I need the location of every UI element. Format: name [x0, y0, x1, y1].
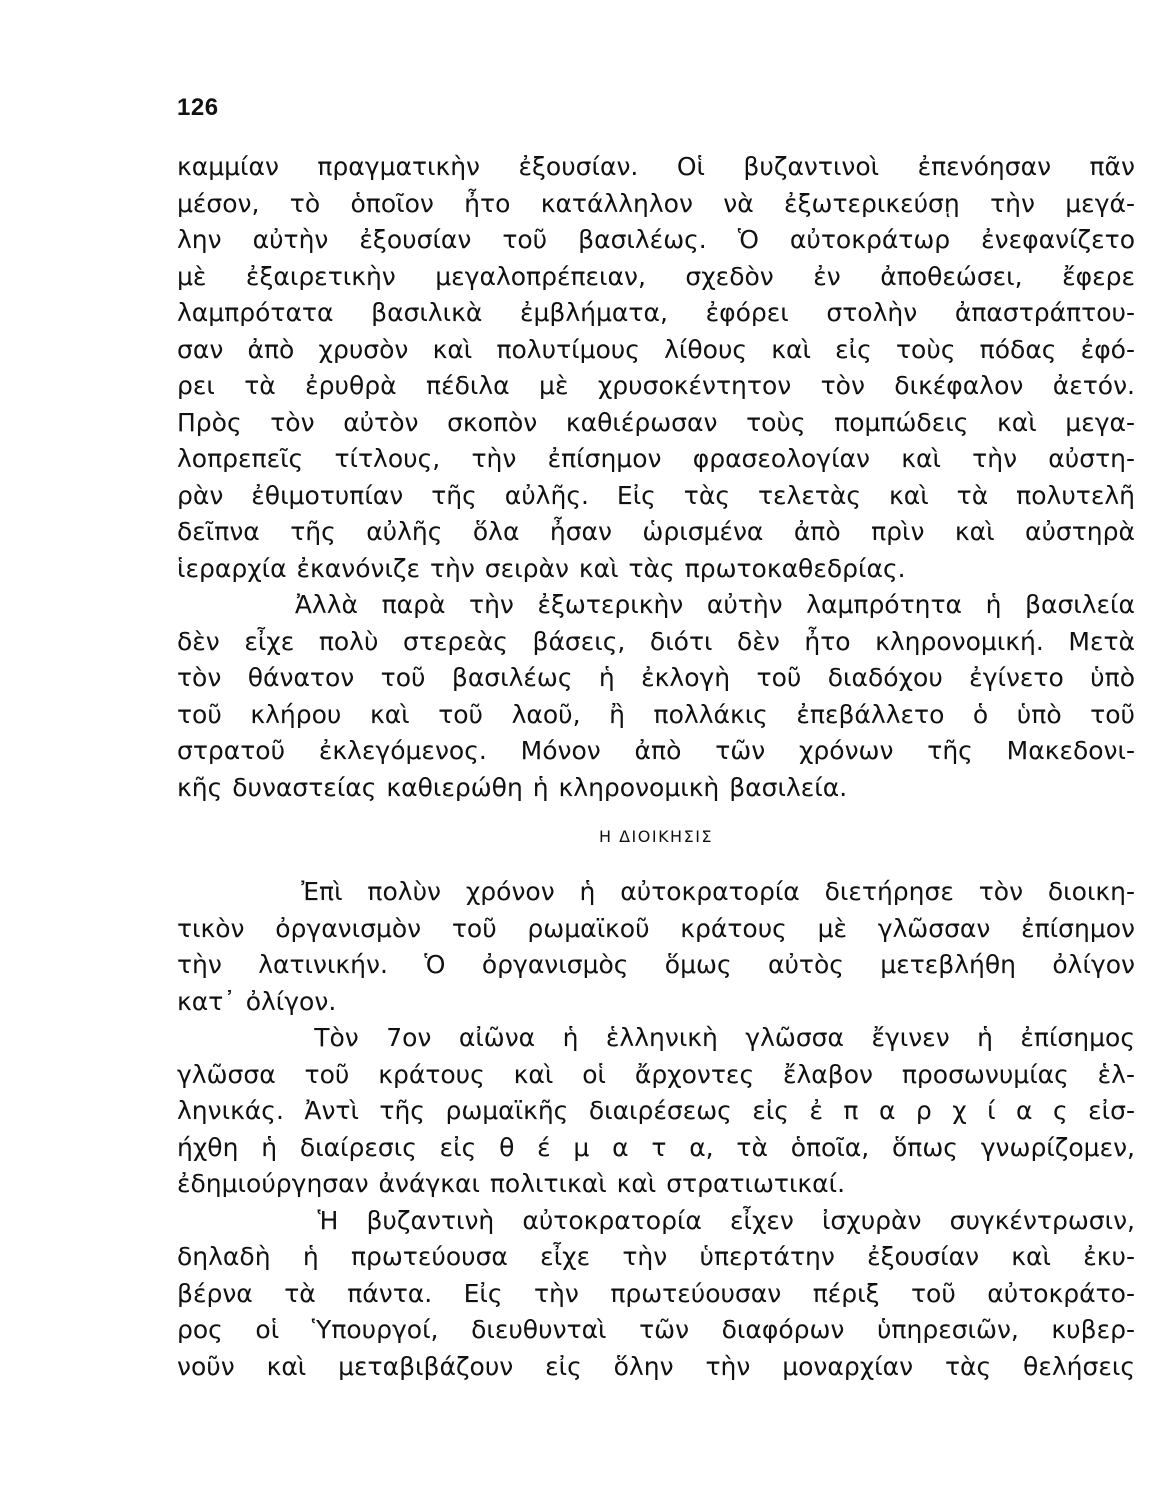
text-line: στρατοῦ ἐκλεγόμενος. Μόνον ἀπὸ τῶν χρόνων τῆς Μακεδονι- [177, 736, 1135, 765]
section-heading: Η ΔΙΟΙΚΗΣΙΣ [598, 827, 714, 846]
text-line: μέσον, τὸ ὁποῖον ἦτο κατάλληλον νὰ ἐξωτερικεύσῃ τὴν μεγά- [177, 188, 1135, 218]
text-line: τικὸν ὀργανισμὸν τοῦ ρωμαϊκοῦ κράτους μὲ γλῶσσαν ἐπίσημον [177, 913, 1135, 943]
text-line: νοῦν καὶ μεταβιβάζουν εἰς ὅλην τὴν μοναρχίαν τὰς θελήσεις [177, 1351, 1135, 1381]
text-line: κῆς δυναστείας καθιερώθη ἡ κληρονομικὴ βασιλεία. [177, 772, 848, 802]
text-line: Ἀλλὰ παρὰ τὴν ἐξωτερικὴν αὐτὴν λαμπρότητα ἡ βασιλεία [177, 590, 1135, 619]
text-line: Τὸν 7ον αἰῶνα ἡ ἑλληνικὴ γλῶσσα ἔγινεν ἡ ἐπίσημος [177, 1023, 1135, 1052]
text-line: τὸν θάνατον τοῦ βασιλέως ἡ ἐκλογὴ τοῦ διαδόχου ἐγίνετο ὑπὸ [177, 663, 1135, 692]
text-line: ήχθη ἡ διαίρεσις εἰς θ έ μ α τ α, τὰ ὁποῖα, ὅπως γνωρίζομεν, [177, 1132, 1135, 1162]
text-line: ρος οἱ Ὑπουργοί, διευθυνταὶ τῶν διαφόρων ὑπηρεσιῶν, κυβερ- [177, 1315, 1135, 1344]
text-line: δὲν εἶχε πολὺ στερεὰς βάσεις, διότι δὲν ἦτο κληρονομική. Μετὰ [177, 626, 1135, 656]
page-number: 126 [177, 94, 219, 121]
text-line: τοῦ κλήρου καὶ τοῦ λαοῦ, ἢ πολλάκις ἐπεβάλλετο ὁ ὑπὸ τοῦ [177, 699, 1135, 729]
text-line: ἱεραρχία ἐκανόνιζε τὴν σειρὰν καὶ τὰς πρωτοκαθεδρίας. [177, 553, 906, 583]
text-line: γλῶσσα τοῦ κράτους καὶ οἱ ἄρχοντες ἔλαβον προσωνυμίας ἑλ- [177, 1059, 1135, 1089]
text-line: ρὰν ἐθιμοτυπίαν τῆς αὐλῆς. Εἰς τὰς τελετὰς καὶ τὰ πολυτελῆ [177, 480, 1135, 510]
text-line: τὴν λατινικήν. Ὁ ὀργανισμὸς ὅμως αὐτὸς μετεβλήθη ὀλίγον [177, 950, 1135, 979]
text-line: Ἡ βυζαντινὴ αὐτοκρατορία εἶχεν ἰσχυρὰν συγκέντρωσιν, [177, 1205, 1135, 1235]
text-line: δεῖπνα τῆς αὐλῆς ὅλα ἦσαν ὡρισμένα ἀπὸ πρὶν καὶ αὐστηρὰ [177, 517, 1135, 546]
text-line: λην αὐτὴν ἐξουσίαν τοῦ βασιλέως. Ὁ αὐτοκράτωρ ἐνεφανίζετο [177, 225, 1135, 254]
text-line: μὲ ἐξαιρετικὴν μεγαλοπρέπειαν, σχεδὸν ἐν ἀποθεώσει, ἔφερε [177, 261, 1135, 291]
text-line: κατ᾽ ὀλίγον. [177, 986, 337, 1016]
text-line: λοπρεπεῖς τίτλους, τὴν ἐπίσημον φρασεολογίαν καὶ τὴν αὐστη- [177, 444, 1135, 473]
text-line: λαμπρότατα βασιλικὰ ἐμβλήματα, ἐφόρει στολὴν ἀπαστράπτου- [177, 298, 1135, 327]
text-line: ληνικάς. Ἀντὶ τῆς ρωμαϊκῆς διαιρέσεως εἰς ἐ π α ρ χ ί α ς εἰσ- [177, 1096, 1135, 1125]
text-line: δηλαδὴ ἡ πρωτεύουσα εἶχε τὴν ὑπερτάτην ἐξουσίαν καὶ ἐκυ- [177, 1242, 1135, 1271]
text-line: καμμίαν πραγματικὴν ἐξουσίαν. Οἱ βυζαντινοὶ ἐπενόησαν πᾶν [177, 152, 1135, 181]
text-line: ἐδημιούργησαν ἀνάγκαι πολιτικαὶ καὶ στρατιωτικαί. [177, 1169, 846, 1198]
text-line: βέρνα τὰ πάντα. Εἰς τὴν πρωτεύουσαν πέριξ τοῦ αὐτοκράτο- [177, 1278, 1135, 1308]
text-line: ρει τὰ ἐρυθρὰ πέδιλα μὲ χρυσοκέντητον τὸν δικέφαλον ἀετόν. [177, 371, 1135, 400]
text-line: σαν ἀπὸ χρυσὸν καὶ πολυτίμους λίθους καὶ εἰς τοὺς πόδας ἐφό- [177, 334, 1135, 364]
text-line: Ἐπὶ πολὺν χρόνον ἡ αὐτοκρατορία διετήρησε τὸν διοικη- [177, 877, 1135, 906]
text-line: Πρὸς τὸν αὐτὸν σκοπὸν καθιέρωσαν τοὺς πομπώδεις καὶ μεγα- [177, 407, 1135, 437]
